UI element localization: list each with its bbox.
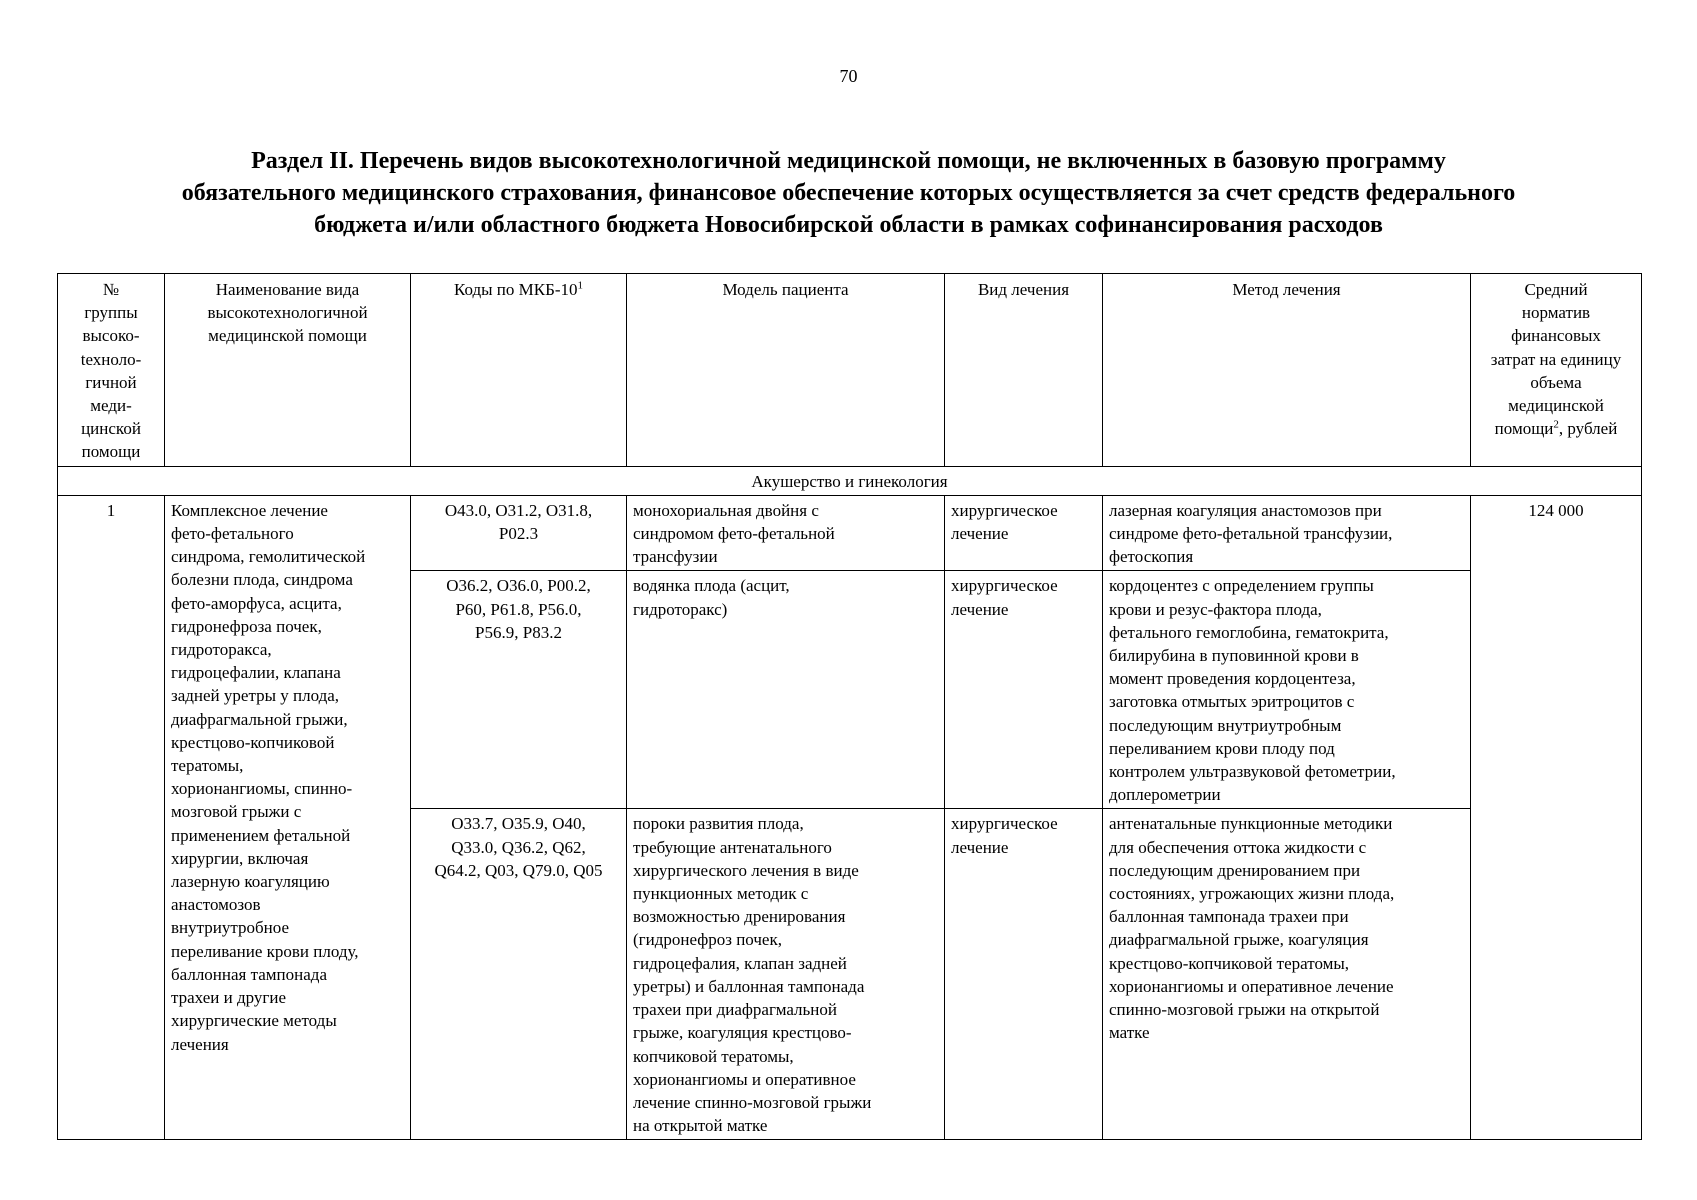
hmp-table bbox=[57, 273, 1642, 1140]
model-cell: водянка плода (асцит, гидроторакс) bbox=[627, 571, 945, 809]
cost-cell: 124 000 bbox=[1471, 495, 1642, 1139]
model-cell: пороки развития плода, требующие антенатального хирургического лечения в виде пункционных методик с возможностью дренирования (гидронефроз почек, гидроцефалия, клапан задней уретры) и баллонная тампонада трахеи при диафрагмальной грыже, коагуляция крестцово- копчиковой тератомы, хорионангиомы и оперативное лечение спинно-мозговой грыжи на открытой матке bbox=[627, 809, 945, 1140]
section-title bbox=[40, 145, 1657, 241]
codes-cell: O43.0, O31.2, O31.8, P02.3 bbox=[411, 495, 627, 571]
page-number: 70 bbox=[839, 66, 858, 86]
hmp-name-cell: Комплексное лечение фето-фетального синдрома, гемолитической болезни плода, синдрома фето-аморфуса, асцита, гидронефроза почек, гидроторакса, гидроцефалии, клапана задней уретры у плода, диафрагмальной грыжи, крестцово-копчиковой тератомы, хорионангиомы, спинно- мозговой грыжи с применением фетальной хирургии, включая лазерную коагуляцию анастомозов внутриутробное переливание крови плоду, баллонная тампонада трахеи и другие хирургические методы лечения bbox=[165, 495, 411, 1139]
method-cell: лазерная коагуляция анастомозов при синдроме фето-фетальной трансфузии, фетоскопия bbox=[1103, 495, 1471, 571]
footnote-1-mark: 1 bbox=[577, 279, 584, 292]
title-line-1: Раздел II. Перечень видов высокотехнологичной медицинской помощи, не включенных в базовую программу bbox=[251, 148, 1446, 174]
method-cell: кордоцентез с определением группы крови и резус-фактора плода, фетального гемоглобина, гематокрита, билирубина в пуповинной крови в момент проведения кордоцентеза, заготовка отмытых эритроцитов с последующим внутриутробным переливанием крови плоду под контролем ультразвуковой фетометрии, доплерометрии bbox=[1103, 571, 1471, 809]
treatment-type-cell: хирургическое лечение bbox=[945, 809, 1103, 1140]
header-treatment-type: Вид лечения bbox=[945, 274, 1103, 467]
header-cost: Средний норматив финансовых затрат на единицу объема медицинской помощи$^2$, рублей bbox=[1471, 274, 1642, 467]
section-row bbox=[58, 466, 1642, 495]
title-line-3: бюджета и/или областного бюджета Новосибирской области в рамках софинансирования расходов bbox=[314, 212, 1383, 238]
codes-cell: O36.2, O36.0, P00.2, P60, P61.8, P56.0, P56.9, P83.2 bbox=[411, 571, 627, 809]
header-row bbox=[58, 274, 1642, 467]
title-line-2: обязательного медицинского страхования, финансовое обеспечение которых осуществляется за счет средств федерального bbox=[181, 180, 1516, 206]
codes-cell: O33.7, O35.9, O40, Q33.0, Q36.2, Q62, Q64.2, Q03, Q79.0, Q05 bbox=[411, 809, 627, 1140]
treatment-type-cell: хирургическое лечение bbox=[945, 495, 1103, 571]
footnote-2-mark: 2 bbox=[1553, 418, 1559, 431]
treatment-type-cell: хирургическое лечение bbox=[945, 571, 1103, 809]
method-cell: антенатальные пункционные методики для обеспечения оттока жидкости с последующим дренированием при состояниях, угрожающих жизни плода, баллонная тампонада трахеи при диафрагмальной грыже, коагуляция крестцово-копчиковой тератомы, хорионангиомы и оперативное лечение спинно-мозговой грыжи на открытой матке bbox=[1103, 809, 1471, 1140]
model-cell: монохориальная двойня с синдромом фето-фетальной трансфузии bbox=[627, 495, 945, 571]
section-label: Акушерство и гинекология bbox=[58, 466, 1642, 495]
header-method: Метод лечения bbox=[1103, 274, 1471, 467]
header-model: Модель пациента bbox=[627, 274, 945, 467]
header-group-number: № группы высоко- tехноло- гичной меди- цинской помощи bbox=[58, 274, 165, 467]
header-name: Наименование вида высокотехнологичной медицинской помощи bbox=[165, 274, 411, 467]
header-codes: Коды по МКБ-$10^1$ bbox=[411, 274, 627, 467]
table-row bbox=[58, 495, 1642, 571]
group-number-cell: 1 bbox=[58, 495, 165, 1139]
